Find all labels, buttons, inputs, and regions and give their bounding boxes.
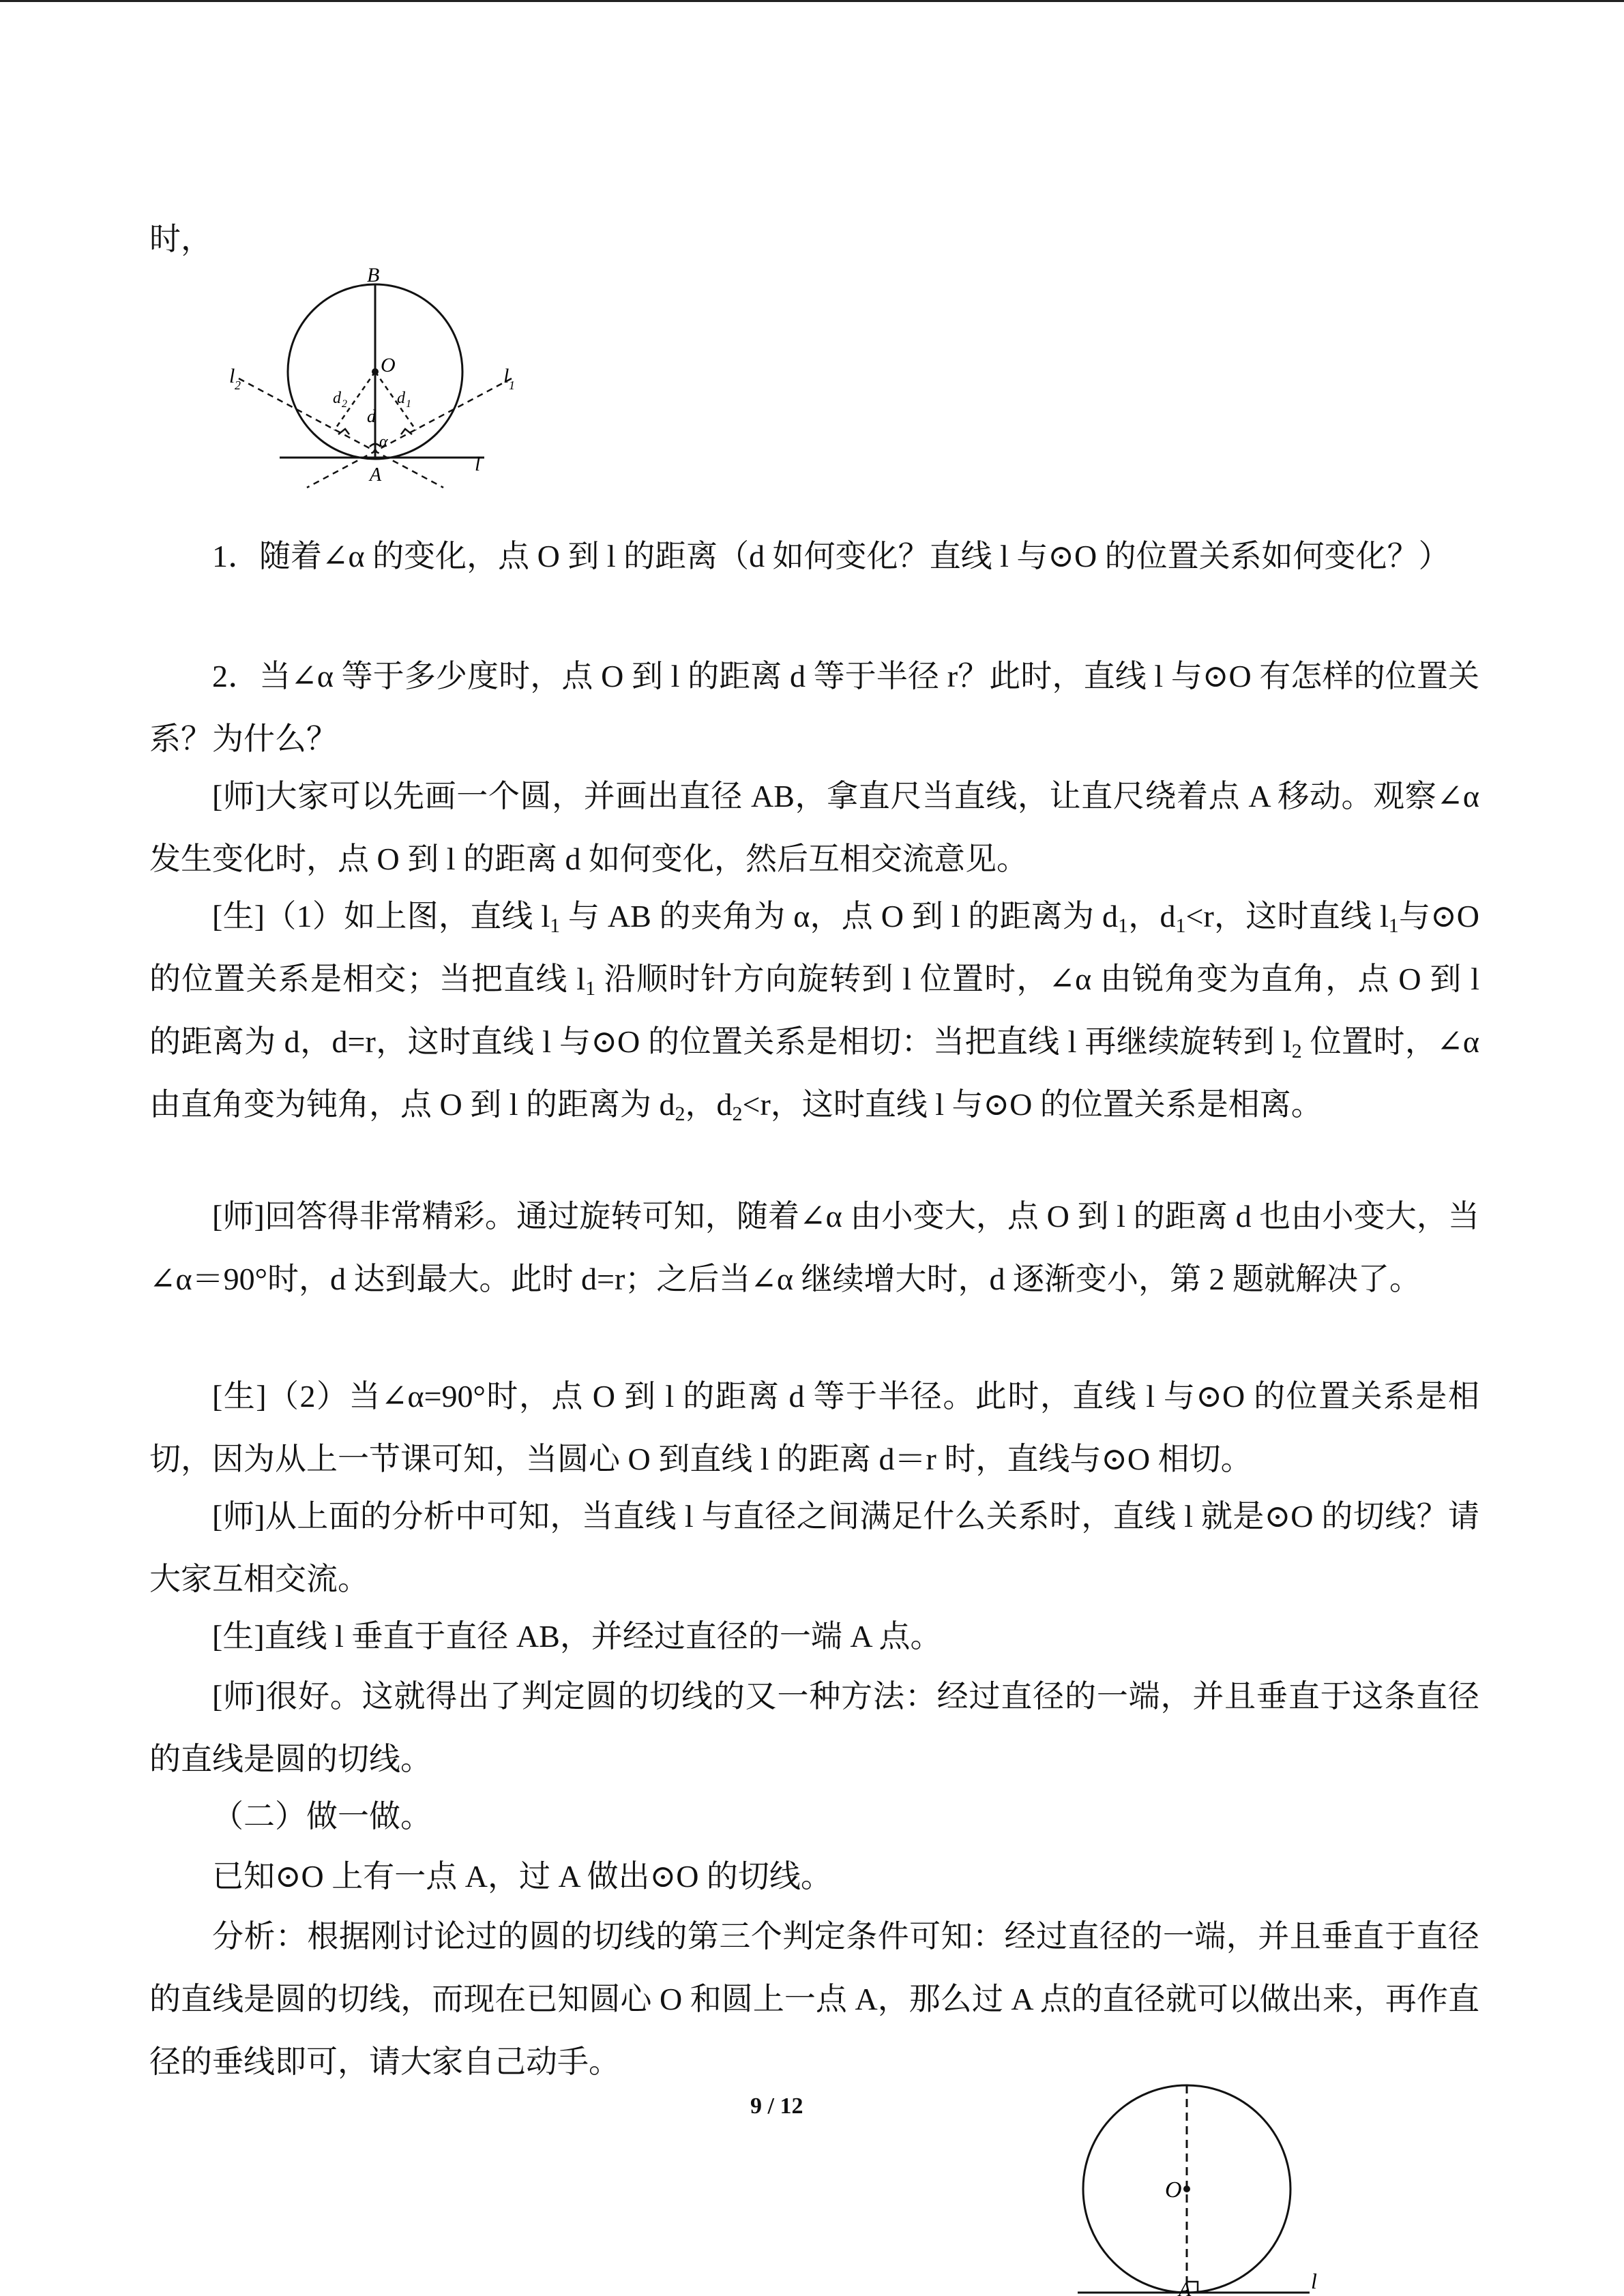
fig1-label-l2: l [229, 365, 235, 387]
fig1-label-d1-sub: 1 [406, 398, 411, 410]
figure-circle-tangent [1064, 2080, 1323, 2296]
lead-text: 时， [149, 222, 212, 256]
teacher-paragraph-1: [师]大家可以先画一个圆，并画出直径 AB，拿直尺当直线，让直尺绕着点 A 移动。观察∠α 发生变化时，点 O 到 l 的距离 d 如何变化，然后互相交流意见。 [149, 779, 1479, 876]
fig1-label-l2-sub: 2 [235, 378, 241, 392]
fig1-label-d2: d [333, 389, 341, 407]
teacher-paragraph-2: [师]回答得非常精彩。通过旋转可知，随着∠α 由小变大，点 O 到 l 的距离 d 也由小变大，当∠α＝90°时，d 达到最大。此时 d=r；之后当∠α 继续增大时，d 逐渐变小，第 2 题就解决了。 [149, 1199, 1479, 1296]
fig1-label-l1: l [503, 365, 510, 387]
student-paragraph-2: [生]（2）当∠α=90°时，点 O 到 l 的距离 d 等于半径。此时，直线 l 与⊙O 的位置关系是相切，因为从上一节课可知，当圆心 O 到直线 l 的距离 d＝r 时，直线与⊙O 相切。 [149, 1379, 1479, 1476]
fig1-label-O: O [381, 354, 396, 376]
student-paragraph-1: [生]（1）如上图，直线 $l_1$ 与 AB 的夹角为 α，点 O 到 l 的距离为 $d_1$，$d_1<r$，这时直线 $l_1$与⊙O 的位置关系是相交；当把直线 $l_1$ 沿顺时针方向旋转到 l 位置时，∠α 由锐角变为直角，点 O 到 l 的距离为 d，d=r，这时直线 l 与⊙O 的位置关系是相切：当把直线 l 再继续旋转到 $l_2$ 位置时，∠α 由直角变为钝角，点 O 到 l 的距离为 $d_2$，$d_2<r$，这时直线 l 与⊙O 的位置关系是相离。 [149, 899, 1480, 1125]
analysis-paragraph: 分析：根据刚讨论过的圆的切线的第三个判定条件可知：经过直径的一端，并且垂直于直径的直线是圆的切线，而现在已知圆心 O 和圆上一点 A，那么过 A 点的直径就可以做出来，再作直径的垂线即可，请大家自己动手。 [149, 1919, 1479, 2079]
teacher-paragraph-4: [师]很好。这就得出了判定圆的切线的又一种方法：经过直径的一端，并且垂直于这条直径的直线是圆的切线。 [149, 1679, 1479, 1776]
fig1-label-B: B [367, 264, 380, 286]
fig1-label-d1: d [397, 389, 405, 407]
question-2: 2．当∠α 等于多少度时，点 O 到 l 的距离 d 等于半径 r？此时，直线 l 与⊙O 有怎样的位置关系？为什么？ [149, 659, 1479, 756]
section-heading-2: （二）做一做。 [212, 1799, 432, 1834]
fig2-label-O: O [1165, 2177, 1182, 2203]
page-top-border [0, 0, 1624, 2]
fig2-label-A: A [1179, 2278, 1192, 2296]
fig1-label-l: l [475, 453, 481, 475]
page-number: 9 / 12 [750, 2093, 803, 2119]
student-paragraph-3: [生]直线 l 垂直于直径 AB，并经过直径的一端 A 点。 [212, 1619, 942, 1654]
fig1-label-A: A [370, 464, 382, 486]
exercise-text: 已知⊙O 上有一点 A，过 A 做出⊙O 的切线。 [212, 1859, 832, 1894]
question-1: 1．随着∠α 的变化，点 O 到 l 的距离（d 如何变化？直线 l 与⊙O 的位置关系如何变化？） [212, 539, 1450, 573]
fig1-label-d: d [367, 406, 376, 426]
teacher-paragraph-3: [师]从上面的分析中可知，当直线 l 与直径之间满足什么关系时，直线 l 就是⊙O 的切线？请大家互相交流。 [149, 1499, 1479, 1596]
fig1-label-d2-sub: 2 [342, 398, 347, 410]
fig1-label-alpha: α [379, 433, 388, 451]
fig1-label-l1-sub: 1 [509, 378, 515, 392]
figure-circle-rotating-line [218, 263, 532, 508]
fig2-label-l: l [1311, 2269, 1317, 2293]
